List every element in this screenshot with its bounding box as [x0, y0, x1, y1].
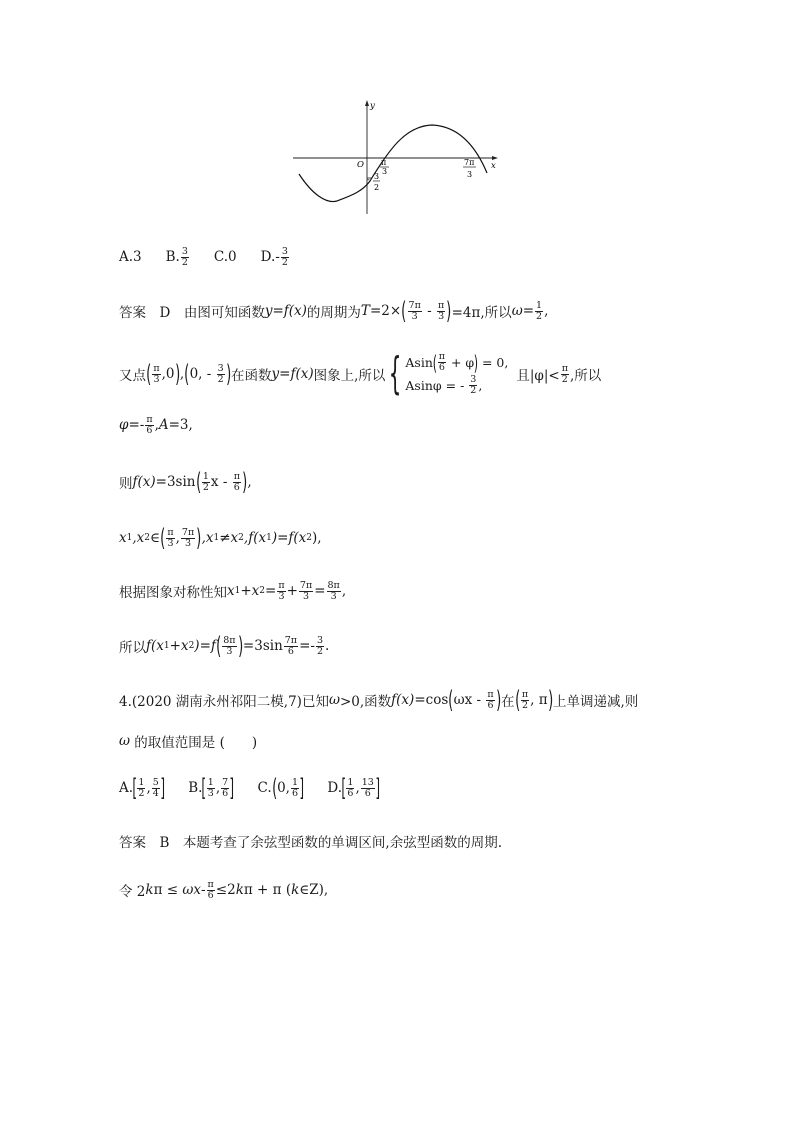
q3-option-b[interactable] [166, 247, 190, 268]
frac-num: π [167, 526, 174, 538]
text: = [522, 303, 535, 319]
frac-den: 2 [281, 256, 288, 268]
fraction [152, 364, 160, 385]
fraction [207, 778, 215, 799]
frac-num: 1 [207, 776, 214, 788]
left-paren: ( [160, 524, 166, 552]
answer3-line2 [119, 348, 602, 399]
system-row-2 [405, 375, 508, 396]
phi-symbol: φ [119, 417, 129, 434]
text: , [544, 303, 549, 319]
frac-num: 3 [181, 246, 188, 257]
left-bracket: [ [132, 774, 138, 802]
frac-den: 6 [487, 699, 494, 711]
subscript: 2 [188, 641, 195, 651]
text: 在 [501, 694, 515, 710]
fraction [316, 636, 324, 657]
frac-num: 3 [281, 246, 288, 257]
system-row-1 [405, 352, 508, 373]
left-paren: ( [215, 632, 222, 660]
text: 0, [277, 780, 290, 796]
text: =cos [414, 692, 449, 708]
y-tick-den: 2 [374, 183, 380, 192]
fraction [137, 778, 145, 799]
text: 则 [119, 476, 133, 492]
text: ,0 [161, 366, 175, 382]
frac-den: 3 [411, 310, 418, 322]
frac-num: 1 [291, 776, 298, 788]
frac-den: 6 [207, 889, 214, 901]
q4-option-a[interactable]: A. [ $\frac{1}{2}$ , $\frac{5}{4}$ ] [119, 774, 165, 802]
text: )=f(x [271, 530, 307, 546]
frac-num: 3 [316, 634, 323, 646]
q4-option-a-label: A. [119, 780, 134, 796]
fraction [408, 301, 422, 322]
left-paren: ( [448, 686, 454, 714]
frac-den: 6 [222, 787, 229, 799]
subscript: 2 [259, 586, 266, 597]
frac-num: 7π [408, 299, 421, 311]
frac-den: 3 [226, 645, 233, 657]
frac-num: 7π [284, 634, 298, 646]
y-axis-arrow [365, 100, 369, 106]
frac-num: 7π [299, 580, 313, 591]
text: = 0, [477, 355, 509, 371]
subscript: 1 [213, 533, 220, 543]
q4-option-b-label: B. [188, 780, 203, 796]
text: 所以 [119, 640, 146, 656]
text: ), [312, 530, 322, 546]
x-axis-arrow [492, 156, 498, 160]
frac-den: 2 [522, 699, 529, 711]
answer3-line7 [119, 634, 329, 658]
frac-den: 6 [146, 424, 153, 436]
frac-den: 6 [291, 787, 298, 799]
frac-num: π [153, 362, 160, 374]
text: 答案 B 本题考查了余弦型函数的单调区间,余弦型函数的周期. [119, 835, 503, 851]
subscript: 2 [144, 533, 150, 543]
frac-num: 5 [152, 776, 159, 788]
system-brace: { [389, 348, 402, 399]
x-tick1-num: π [381, 158, 387, 167]
function-notation: y=f(x) [264, 303, 307, 319]
function-graph [290, 96, 505, 220]
frac-den: 6 [287, 645, 294, 657]
text: , [154, 417, 159, 434]
text: ωx - [453, 692, 486, 708]
x-tick1-den: 3 [382, 167, 388, 176]
q3-options [119, 247, 314, 268]
text: , [247, 474, 252, 490]
frac-den: 6 [438, 362, 445, 374]
text: x [119, 530, 127, 546]
text: k [235, 882, 244, 899]
answer4-line1 [119, 831, 502, 851]
omega-symbol: ω [119, 733, 131, 749]
text: +x [240, 583, 260, 600]
text: 且|φ|< [516, 368, 560, 384]
text: )=f [194, 638, 216, 654]
text: , [179, 366, 185, 382]
omega-symbol: ω [511, 303, 523, 319]
text: π ≤ [153, 882, 183, 899]
right-bracket: ] [375, 774, 380, 802]
fraction [535, 301, 543, 322]
frac-num: 1 [536, 299, 543, 311]
text: Asinφ = - [405, 377, 469, 393]
fraction [521, 690, 529, 711]
left-paren: ( [271, 774, 277, 802]
fraction [181, 528, 195, 549]
right-paren: ) [547, 686, 553, 714]
amplitude-symbol: A [158, 417, 169, 434]
q3-option-d[interactable] [261, 247, 290, 268]
text: =- [299, 638, 315, 654]
left-paren: ( [195, 468, 201, 496]
y-tick-num: 3 [374, 172, 380, 181]
frac-num: 3 [217, 362, 224, 374]
fraction [361, 778, 375, 799]
q4-option-d[interactable]: D. [ $\frac{1}{6}$ , $\frac{13}{6}$ ] [327, 774, 380, 802]
text: x [227, 583, 235, 600]
text: ,f(x [243, 530, 267, 546]
text: =4π,所以 [451, 305, 512, 321]
frac-num: 8π [223, 634, 236, 646]
frac-num: π [437, 299, 445, 311]
frac-num: 1 [138, 776, 145, 788]
q4-options [119, 776, 403, 800]
frac-den: 2 [181, 256, 188, 268]
frac-num: π [278, 580, 285, 591]
text: =3, [168, 417, 193, 434]
frac-num: π [521, 688, 529, 700]
omega-symbol: ω [328, 692, 340, 708]
x-axis-label: x [491, 161, 496, 171]
text: 答案 D 由图可知函数 [119, 305, 265, 321]
frac-den: 2 [561, 373, 568, 385]
left-paren: ( [184, 360, 190, 388]
text: 图象上,所以 [313, 368, 386, 384]
frac-num: 13 [361, 776, 374, 788]
q3-option-a[interactable]: A.3 [119, 249, 142, 266]
fraction [561, 364, 569, 385]
frac-den: 3 [438, 310, 445, 322]
q3-option-c[interactable]: C.0 [213, 249, 237, 266]
text: ≠x [219, 530, 239, 546]
right-paren: ) [446, 297, 452, 325]
q3-option-b-label: B. [165, 249, 180, 266]
function-notation: f(x) [132, 474, 156, 490]
text: ωx [182, 882, 201, 899]
frac-den: 3 [207, 787, 214, 799]
text: x - [210, 474, 232, 490]
text: ,x [201, 530, 214, 546]
text: ,所以 [569, 368, 602, 384]
left-paren: ( [432, 350, 437, 375]
frac-num: π [207, 879, 214, 890]
text: 令 2 [119, 884, 146, 901]
frac-den: 2 [316, 645, 323, 657]
text: 的取值范围是 ( ) [130, 735, 258, 751]
text: 0, - [189, 366, 216, 382]
q3-option-d-frac [281, 247, 289, 268]
text: = [314, 583, 326, 600]
y-axis-label: y [370, 101, 375, 111]
q4-option-c[interactable] [258, 776, 304, 800]
text: =- [128, 417, 145, 434]
fraction [284, 636, 298, 657]
fraction [207, 880, 215, 901]
subscript: 2 [238, 533, 244, 543]
right-paren: ) [495, 686, 501, 714]
text: ∈ [150, 530, 160, 546]
fraction [277, 581, 285, 602]
text: >0,函数 [339, 694, 392, 710]
text: +x [169, 638, 189, 654]
frac-den: 3 [330, 590, 337, 602]
frac-den: 6 [347, 787, 354, 799]
fraction [346, 778, 354, 799]
text: Asin [405, 355, 433, 371]
text: ∈Z), [299, 882, 329, 899]
frac-den: 2 [536, 310, 543, 322]
right-paren: ) [174, 360, 180, 388]
text: 的周期为 [306, 305, 361, 321]
answer3-line4 [119, 470, 252, 494]
fraction [233, 472, 241, 493]
text: . [324, 638, 330, 654]
answer3-line6 [119, 581, 346, 602]
frac-den: 3 [153, 373, 160, 385]
frac-den: 3 [167, 537, 174, 549]
left-paren: ( [401, 297, 407, 325]
text: f(x [146, 638, 164, 654]
q3-option-d-label: D. [260, 249, 276, 266]
answer4-line2 [119, 880, 328, 901]
text: , [341, 583, 347, 600]
frac-den: 4 [152, 787, 159, 799]
x-tick2-num: 7π [464, 158, 475, 167]
fraction [437, 301, 445, 322]
fraction [291, 778, 299, 799]
frac-num: π [561, 362, 568, 374]
right-bracket: ] [229, 774, 235, 802]
text: , [175, 530, 180, 546]
frac-num: π [146, 414, 153, 425]
frac-den: 2 [470, 384, 477, 396]
frac-num: π [487, 688, 494, 700]
equation-system [405, 352, 508, 396]
text: 上单调递减,则 [553, 694, 639, 710]
frac-num: 3 [470, 374, 477, 385]
fraction [438, 352, 446, 373]
text: ,x [132, 530, 145, 546]
text: =3sin [242, 638, 283, 654]
fraction [469, 375, 477, 396]
q3-option-b-frac [181, 247, 189, 268]
q4-option-c-label: C. [257, 780, 272, 796]
text: , [478, 377, 483, 393]
frac-den: 2 [138, 787, 145, 799]
right-paren: ) [237, 632, 243, 660]
answer3-line5 [119, 526, 322, 550]
left-paren: ( [514, 686, 520, 714]
answer3-line1 [119, 299, 548, 323]
text: k [145, 882, 154, 899]
function-notation: f(x) [391, 692, 415, 708]
frac-den: 2 [202, 481, 209, 493]
question4-line2 [119, 731, 257, 751]
right-bracket: ] [299, 774, 305, 802]
frac-den: 3 [303, 590, 310, 602]
text: + [286, 583, 298, 600]
right-paren: ) [473, 350, 479, 375]
subscript: 1 [163, 641, 170, 651]
frac-num: 7π [181, 526, 195, 538]
text: , π [530, 692, 548, 708]
period-symbol: T [360, 303, 370, 319]
subscript: 1 [234, 586, 241, 597]
q4-option-d-label: D. [327, 780, 343, 796]
frac-den: 3 [185, 537, 192, 549]
right-bracket: ] [160, 774, 165, 802]
text: π + π ( [243, 882, 292, 899]
text: - [200, 882, 206, 899]
fraction [202, 472, 210, 493]
frac-num: 1 [347, 776, 354, 788]
x-tick2-den: 3 [467, 170, 473, 179]
text: =2× [369, 303, 402, 319]
sine-curve [299, 125, 487, 202]
right-paren: ) [196, 524, 202, 552]
fraction [217, 364, 225, 385]
text: + φ [446, 355, 475, 371]
question4-line1 [119, 688, 638, 712]
frac-den: 6 [364, 787, 371, 799]
fraction [327, 581, 341, 602]
text: 又点 [119, 368, 146, 384]
frac-den: 2 [217, 373, 224, 385]
subscript: 1 [126, 533, 133, 543]
left-bracket: [ [341, 774, 347, 802]
text: k [291, 882, 300, 899]
fraction [145, 415, 153, 436]
fraction [152, 778, 160, 799]
q3-option-d-sign: - [275, 249, 280, 266]
frac-num: π [438, 351, 445, 363]
text: - [422, 303, 436, 319]
text: =3sin [155, 474, 196, 490]
subscript: 1 [266, 533, 272, 543]
frac-den: 6 [233, 481, 240, 493]
q4-option-b[interactable]: B. [ $\frac{1}{3}$ , $\frac{7}{6}$ ] [188, 774, 235, 802]
origin-label: O [357, 160, 364, 170]
frac-num: π [233, 470, 240, 482]
function-notation: y=f(x) [271, 366, 314, 382]
frac-num: 1 [202, 470, 209, 482]
subscript: 2 [306, 533, 313, 543]
text: 根据图象对称性知 [119, 585, 227, 602]
text: = [265, 583, 277, 600]
left-paren: ( [146, 360, 152, 388]
text: 在函数 [231, 368, 272, 384]
text: ≤2 [215, 882, 236, 899]
left-bracket: [ [201, 774, 207, 802]
text: 4.(2020 湖南永州祁阳二模,7)已知 [119, 694, 329, 710]
right-paren: ) [225, 360, 231, 388]
answer3-line3 [119, 415, 193, 436]
right-paren: ) [242, 468, 248, 496]
fraction [222, 636, 236, 657]
fraction [486, 690, 494, 711]
frac-num: 7 [222, 776, 229, 788]
fraction [299, 581, 313, 602]
fraction [166, 528, 174, 549]
fraction [221, 778, 229, 799]
y-tick-sign: - [367, 175, 370, 184]
frac-num: 8π [327, 580, 340, 591]
frac-den: 3 [278, 590, 285, 602]
